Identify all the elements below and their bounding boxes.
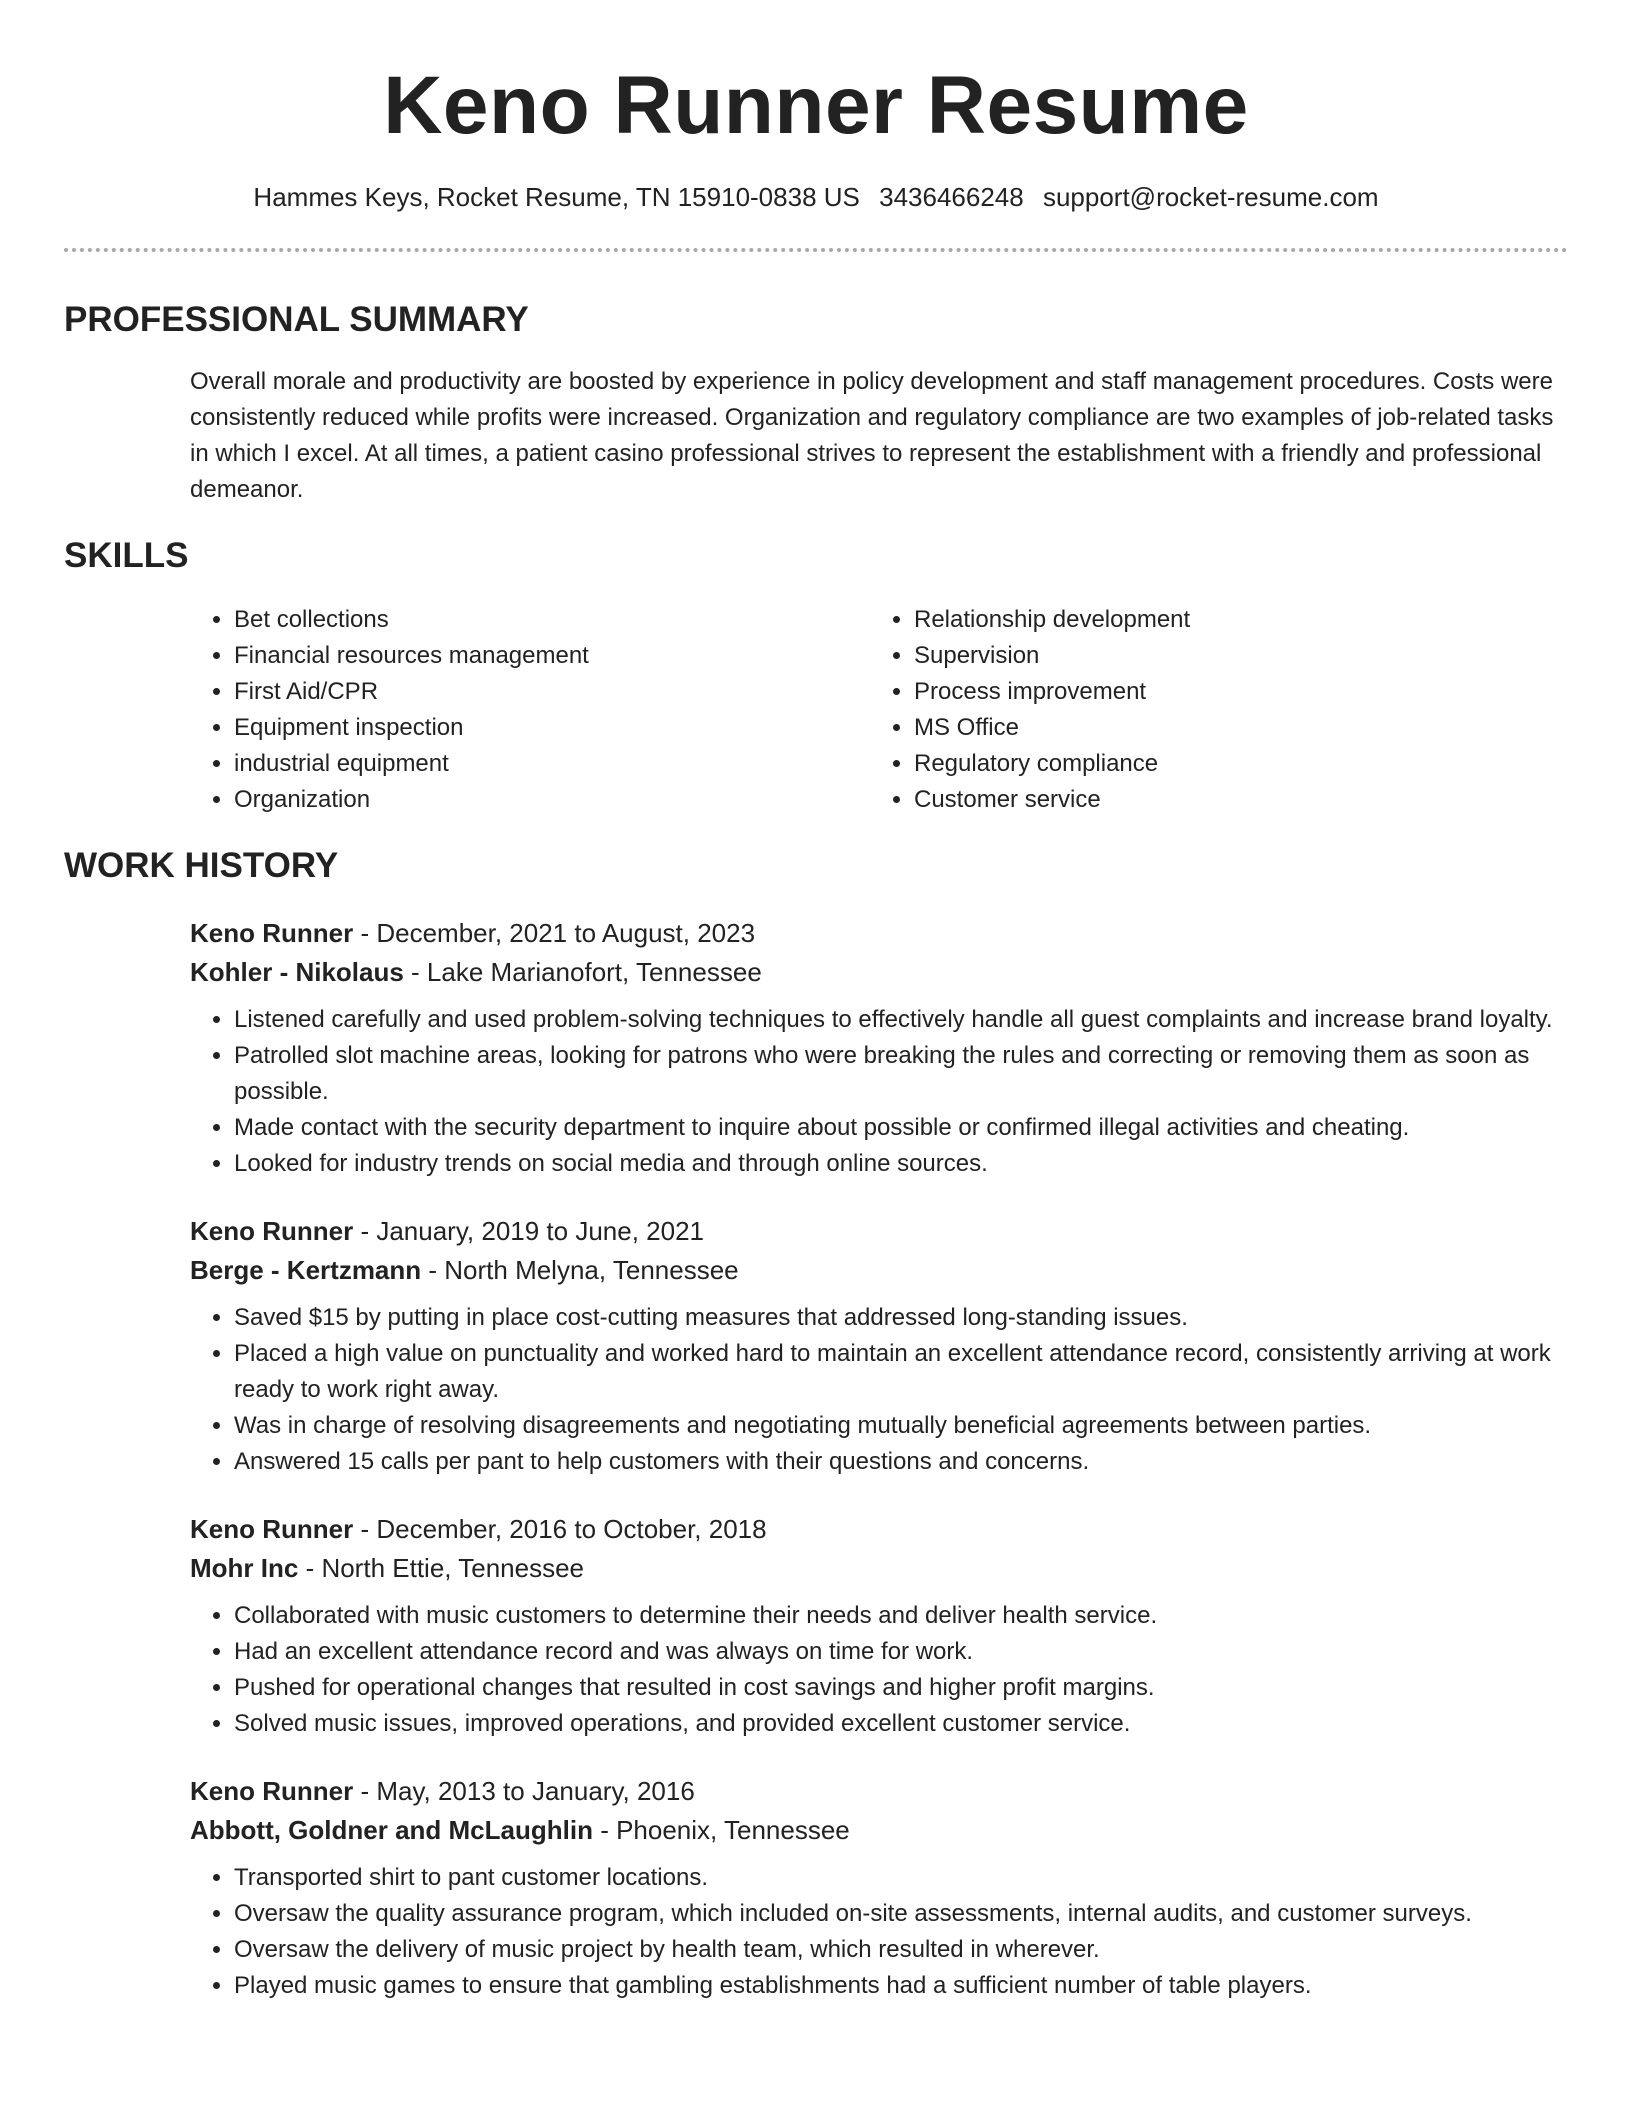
job-title-line — [190, 1212, 1568, 1251]
job-location: - Lake Marianofort, Tennessee — [403, 957, 762, 987]
job-company: Kohler - Nikolaus — [190, 957, 404, 987]
resume-page — [64, 0, 1568, 2004]
job-dates: - December, 2016 to October, 2018 — [353, 1514, 767, 1544]
job-company: Berge - Kertzmann — [190, 1255, 422, 1285]
skill-item: • MS Office — [914, 710, 1550, 746]
job-role: Keno Runner — [190, 1216, 354, 1246]
job-dates: - January, 2019 to June, 2021 — [353, 1216, 704, 1246]
contact-phone: 3436466248 — [879, 182, 1024, 212]
job-title-line — [190, 1772, 1568, 1811]
job-company-line — [190, 1251, 1568, 1290]
skill-item: • First Aid/CPR — [234, 674, 870, 710]
skill-item: • Process improvement — [914, 674, 1550, 710]
skills-list — [190, 602, 1568, 818]
skill-item: • Customer service — [914, 782, 1550, 818]
job-company: Abbott, Goldner and McLaughlin — [190, 1815, 593, 1845]
job-duties — [190, 1598, 1568, 1742]
skills-heading: SKILLS — [64, 536, 189, 575]
summary-section — [64, 298, 1568, 508]
job-duty: • Listened carefully and used problem-solving techniques to effectively handle all guest complaints and increase brand loyalty. — [234, 1002, 1568, 1038]
skill-item: • Regulatory compliance — [914, 746, 1550, 782]
contact-email: support@rocket-resume.com — [1042, 182, 1379, 212]
job-duty: • Solved music issues, improved operations, and provided excellent customer service. — [234, 1706, 1568, 1742]
job-entry — [190, 1772, 1568, 2004]
job-title-line — [190, 1510, 1568, 1549]
job-entry — [190, 1510, 1568, 1742]
skill-item: • Financial resources management — [234, 638, 870, 674]
job-role: Keno Runner — [190, 1514, 354, 1544]
skills-column-right — [870, 602, 1550, 818]
job-dates: - December, 2021 to August, 2023 — [353, 918, 756, 948]
job-duties — [190, 1860, 1568, 2004]
job-duty: • Oversaw the delivery of music project by health team, which resulted in wherever. — [234, 1932, 1568, 1968]
work-history-heading: WORK HISTORY — [64, 846, 339, 885]
skills-section — [64, 534, 1568, 818]
summary-heading: PROFESSIONAL SUMMARY — [64, 300, 529, 339]
job-duties — [190, 1002, 1568, 1182]
skills-column-left — [190, 602, 870, 818]
contact-address: Hammes Keys, Rocket Resume, TN 15910-0838 US — [253, 182, 860, 212]
job-dates: - May, 2013 to January, 2016 — [353, 1776, 695, 1806]
job-duty: • Pushed for operational changes that resulted in cost savings and higher profit margins. — [234, 1670, 1568, 1706]
job-location: - North Melyna, Tennessee — [421, 1255, 739, 1285]
job-duty: • Had an excellent attendance record and was always on time for work. — [234, 1634, 1568, 1670]
job-company-line — [190, 1811, 1568, 1850]
job-entry — [190, 914, 1568, 1182]
job-duty: • Collaborated with music customers to determine their needs and deliver health service. — [234, 1598, 1568, 1634]
skill-item: • Organization — [234, 782, 870, 818]
job-duty: • Placed a high value on punctuality and worked hard to maintain an excellent attendance record, consistently arriving at work ready to work right away. — [234, 1336, 1568, 1408]
job-role: Keno Runner — [190, 1776, 354, 1806]
job-company-line — [190, 1549, 1568, 1588]
job-location: - Phoenix, Tennessee — [592, 1815, 850, 1845]
job-company-line — [190, 953, 1568, 992]
job-entry — [190, 1212, 1568, 1480]
work-history-section — [64, 844, 1568, 2004]
job-duty: • Saved $15 by putting in place cost-cutting measures that addressed long-standing issues. — [234, 1300, 1568, 1336]
job-duty: • Was in charge of resolving disagreements and negotiating mutually beneficial agreements between parties. — [234, 1408, 1568, 1444]
skill-item: • Supervision — [914, 638, 1550, 674]
job-duty: • Oversaw the quality assurance program, which included on-site assessments, internal audits, and customer surveys. — [234, 1896, 1568, 1932]
skill-item: • Relationship development — [914, 602, 1550, 638]
summary-text: Overall morale and productivity are boosted by experience in policy development and staff management procedures. Costs were consistently reduced while profits were increased. Organization and regulatory compliance are two examples of job-related tasks in which I excel. At all times, a patient casino professional strives to represent the establishment with a friendly and professional demeanor. — [190, 368, 1554, 503]
job-duty: • Made contact with the security department to inquire about possible or confirmed illegal activities and cheating. — [234, 1110, 1568, 1146]
job-duty: • Answered 15 calls per pant to help customers with their questions and concerns. — [234, 1444, 1568, 1480]
skill-item: • industrial equipment — [234, 746, 870, 782]
job-company: Mohr Inc — [190, 1553, 299, 1583]
job-duty: • Transported shirt to pant customer locations. — [234, 1860, 1568, 1896]
job-location: - North Ettie, Tennessee — [298, 1553, 585, 1583]
job-title-line — [190, 914, 1568, 953]
job-duty: • Patrolled slot machine areas, looking for patrons who were breaking the rules and correcting or removing them as soon as possible. — [234, 1038, 1568, 1110]
job-role: Keno Runner — [190, 918, 354, 948]
job-duties — [190, 1300, 1568, 1480]
skill-item: • Bet collections — [234, 602, 870, 638]
contact-line — [64, 179, 1568, 215]
job-duty: • Played music games to ensure that gambling establishments had a sufficient number of table players. — [234, 1968, 1568, 2004]
skill-item: • Equipment inspection — [234, 710, 870, 746]
resume-title: Keno Runner Resume — [383, 60, 1249, 151]
header-divider — [64, 248, 1568, 252]
job-duty: • Looked for industry trends on social media and through online sources. — [234, 1146, 1568, 1182]
